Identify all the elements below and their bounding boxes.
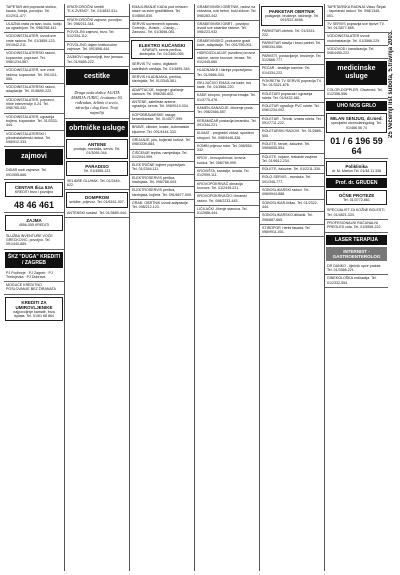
classified-ad: GINEKOLOŠKA ordinacija. Tel. 01/2332-554. <box>325 275 388 288</box>
ad-banner: LASER TERAPIJA <box>326 235 387 245</box>
classified-ad: DIDAR nudi zajmove. Tel. 091/555-666. <box>4 167 64 180</box>
classified-ad: GRAĐ. OBRTNIK izvodi adaptacije. Tel. 098/212-123. <box>130 200 194 213</box>
classified-ad: ROLETE, žaluzine. Tel. 01/2211-330. <box>260 166 324 174</box>
classified-ad: STIROPOR i tenis fasada. Tel. 098/9911-001. <box>260 225 324 238</box>
classified-ad: COLOR-DOPPLER, Glavimed. Tel. 01/2356-556. <box>325 87 388 100</box>
classified-ad: POVOLJNI zajmovi, brzo. Tel. 01/2334-112. <box>65 29 129 42</box>
classified-ad: SERVIS HLADNJAKA, perilica, štednjaka. Tel. 01/3345-561. <box>130 74 194 87</box>
boxed-ad <box>326 113 387 133</box>
classified-ad: ANTENE, satelitske antene, ugradnja, servis. Tel. 098/9119-334. <box>130 99 194 112</box>
classified-ad: GRAĐEVINSKI OBRT - povoljno izvodi sve zidarske radove. Tel. 098/223-932. <box>195 21 259 38</box>
boxed-ad <box>261 6 323 26</box>
boxed-ad-title: ANTENE <box>87 141 107 147</box>
classified-ad: SOBOSLIKARSKO-ličilački. Tel. 098/887-665. <box>260 212 324 225</box>
column-6 <box>325 4 388 571</box>
classified-ad: ELEKTROSERVIS perilica, štednjaka, bojlera. Tel. 091/6677-009. <box>130 187 194 200</box>
classified-ad: PARKETAR stavlja i brusi parket. Tel. 098/334-556. <box>260 40 324 53</box>
boxed-ad-title: DOMPROM <box>85 195 109 201</box>
ad-banner: INTERNIST - GASTROENTEROLOG <box>326 247 387 261</box>
classified-ad: PARKETAR-obrtnik. Tel. 01/3331-222. <box>260 28 324 41</box>
classified-ad: PEĆAR - izrađuje kamine. Tel. 01/4334-222. <box>260 65 324 78</box>
classified-ad: DR DANKO - liječnik opće prakse. Tel. 01/3366-221. <box>325 263 388 276</box>
classified-ad: KROVIŠTA, sanacije, izrada. Tel. 01/2999-111. <box>195 168 259 181</box>
classified-ad: VODOINSTALATER, izvodi sve vrste radova. Tel. 01/3859-123, 091/542-211. <box>4 33 64 50</box>
boxed-ad-title: Poliklinika <box>345 163 368 169</box>
column-3 <box>130 4 195 571</box>
boxed-ad-body: APARATI, servis perilica, štednjaka. Tel. 01/2460-055. <box>139 47 185 57</box>
boxed-ad-body: dr. M. Marion Tel. 01/48 11 336 <box>331 168 382 173</box>
boxed-ad <box>5 297 63 322</box>
classified-ad: VODOVOD i kanalizacija. Tel. 098/4455-222. <box>325 46 388 59</box>
classified-ad: ZAJMOVI najpovoljniji, bez jamaca. Tel. 01/4655-222. <box>65 54 129 67</box>
boxed-ad-title: PARADISO <box>85 163 109 169</box>
boxed-ad-body: specijalist otorinolaringolog. Tel. 01/466 56 74 <box>331 121 382 130</box>
boxed-ad-body: polaganje, brušenje, lakiranje. Tel. 091/522-8458. <box>264 14 320 23</box>
ad-phone-number: 01 / 6 196 59 64 <box>325 135 388 159</box>
classified-ad: LIČILAČKI -ličenje stanova. Tel. 01/2988-444. <box>195 206 259 219</box>
classified-ad: ROLETARSKI RADOVI. Tel. 01/2889-555. <box>260 128 324 141</box>
boxed-ad-title: ELEKTRO KUĆANSKI <box>138 42 186 48</box>
classified-ad: SERVIS TV, video, digitalnih satelitskih uređaja. Tel. 01/4895-345. <box>130 61 194 74</box>
classified-ad: TAPETARSKA RADNJA Vlaso Šinjak - tapetarski radovi. Tel. 098/1345-001. <box>325 4 388 21</box>
classified-ad: ELEKTRIČNE bojlere popravljam. Tel. 01/2344-111. <box>130 162 194 175</box>
classified-ad: POVOLJNO dajem kratkoročne zajmove. Tel. 091/898-444. <box>65 42 129 55</box>
classified-ad: KOPOBRAVARSKE usluge, keramičarske. Tel. 01/4577-999. <box>130 112 194 125</box>
boxed-ad <box>5 182 63 197</box>
boxed-ad-title: PARKETAR OBRTNIK <box>268 9 316 14</box>
page-number: 25 <box>388 131 394 138</box>
classified-ad: SELIDBE GLUHAK. Tel. 01/2449-622. <box>65 178 129 191</box>
classified-ad: HIDROIZOLACIJE (svodimo) krovne radove, ravne krovove, terase. Tel. 01/2445-660. <box>195 50 259 67</box>
classified-ad: SPECIJALIST ZA KOŽNE BOLESTI. Tel. 01/4821-334. <box>325 207 388 220</box>
section-logo: cestitke <box>66 69 128 85</box>
classified-ad: KAMEN-SANACIJE, čišćenje poda. Tel. 098/2466-557. <box>195 105 259 118</box>
classified-ad: VODOINSTALATERSKI i plinoinstalaterski radovi. Tel. 098/912-333. <box>4 131 64 148</box>
classified-ad: ROLETE, tende, žaluzine. Tel. 098/6655-554. <box>260 141 324 154</box>
boxed-ad-title: MILAN SENJUG, dr.med. <box>330 116 383 122</box>
classified-ad: VODOINSTALATER, popravci, hitne intervencije 0-24. Tel. 098/765-432. <box>4 97 64 114</box>
classified-ad: ULAZNA vrata za stan, kuću, kutiju sa ugradnjom. Tel. 098/258-441. <box>4 21 64 34</box>
boxed-ad <box>5 215 63 230</box>
classified-ad: SOBOSLIKARSKI radovi. Tel. 098/9944-888. <box>260 187 324 200</box>
classified-ad: KROVOPOKRIVAČ obnavlja krovove. Tel. 01/2445-221. <box>195 181 259 194</box>
classified-ad: POKRETNI TV SERVIS popravlja TV. Tel. 01/3321-876. <box>260 78 324 91</box>
boxed-ad-body: KREDITI brzo i povoljno <box>14 190 54 195</box>
classified-ad: KLIMAT - pregradni zidovi, spušteni stropovi. Tel. 098/9446-336. <box>195 130 259 143</box>
section-logo: zajmovi <box>5 149 63 165</box>
classified-ad: VODOINSTALATER, sve vrste radova, kupaonice. Tel. 091/411-555. <box>4 67 64 84</box>
ad-banner: Prof. dr. GRUDEN <box>326 178 387 188</box>
boxed-ad-title: OČNE PROTEZE <box>338 193 375 199</box>
boxed-ad-title: CENTAR Ilica 53A <box>15 185 53 191</box>
classified-ad: ROLO-SERVIS - montaža. Tel. 091/345-777. <box>260 174 324 187</box>
classified-ad: ADAPTACIJE, bojanje i glačanje stanova. Tel. 098/280-602. <box>130 87 194 100</box>
boxed-ad <box>66 139 128 159</box>
classified-ad: ČIŠĆENJE tepiha, namještaja. Tel. 01/2944-999. <box>130 150 194 163</box>
classified-ad: ELEKTROSERVIS perilica, hladnjaka. Tel. 098/788-004. <box>130 175 194 188</box>
ad-banner: ŠKZ "DUGA" KREDITI / ZAGREB <box>5 252 63 268</box>
section-logo: obrtničke usluge <box>66 121 128 137</box>
boxed-ad-title: KREDITI ZA UMIROVLJENIKE <box>15 299 53 310</box>
classified-ad: BRAVE, cilindre, kvake, automatske ključeve. Tel. 091/4444-333. <box>130 124 194 137</box>
classified-ad: VODOINSTALATERSKI radovi, kupaonice, popravci. Tel. 098/1234-567. <box>4 50 64 67</box>
classified-ad: GRAĐEVINSKI OBRTNIK, radovi na zidovima, ruši beton, buši zidove. Tel. 098/283-442. <box>195 4 259 21</box>
column-4 <box>195 4 260 571</box>
section-logo: medicinske usluge <box>326 61 387 85</box>
column-2 <box>65 4 130 571</box>
classified-ad: KRATKOROČNI zajmovi, povoljno. Tel. 098/211-344. <box>65 17 129 30</box>
classified-ad: TAPETAR deli popravak stolica, kauča, fotelja, povoljno. Tel. 01/2911-477. <box>4 4 64 21</box>
classified-ad: ROLETAR ugrađuje PVC rolete. Tel. 098/1234-002. <box>260 103 324 116</box>
column-5 <box>260 4 325 571</box>
boxed-ad-body: 4556-055 KREDITI <box>18 223 50 228</box>
boxed-ad-title: ZAJMA <box>26 218 42 224</box>
classified-ad: VODOINSTALATERSKI radovi, adaptacije. Tel. 01/6690-222. <box>4 84 64 97</box>
classified-ad: PARKETI, postavljanje, brušenje. Tel. 01/2666-777. <box>260 53 324 66</box>
classified-ad: KROVOPOKRIVAČKI i limarski radovi. Tel. 098/2233-445. <box>195 193 259 206</box>
classified-ad: ROLETAR - Tehnik, izrada roleta. Tel. 091/7711-222. <box>260 116 324 129</box>
classified-ad: ROLETE, bojane, trakaste zavjese. Tel. 01/6612-234. <box>260 154 324 167</box>
classified-ad: ROLETARI popravak i ugradnja roleta. Tel. 01/4432-661. <box>260 91 324 104</box>
classified-ad: SOBOSLIKAR-ličilac. Tel. 01/2322-444. <box>260 200 324 213</box>
classified-ad: PROFESIONALNI RAČUNALNI PREGLED vida. Tel. 01/5558-222. <box>325 220 388 233</box>
boxed-ad-body: selidbe, prijevoz. Tel. 01/6161-007. <box>69 200 125 205</box>
classified-ad: GRIJANJE, plin, bojlerski kotlovi. Tel. 098/3339-884. <box>130 137 194 150</box>
classified-ad: KOMBI prijevoz robe. Tel. 098/554-332. <box>195 143 259 156</box>
classified-ad: KADE stropno, promjena emajla. Tel. 01/3779-476. <box>195 92 259 105</box>
boxed-ad-body: Tel. 01/3772-661 <box>343 198 370 203</box>
classified-ad: VODOINSTALATER, ugradnja bojlera, kupaonice. Tel. 01/3333-444. <box>4 114 64 131</box>
boxed-ad-body: najpovoljnije kamate, brza isplata. Tel. 01/61 68 864 <box>13 309 55 318</box>
boxed-ad <box>131 40 193 60</box>
side-header <box>388 8 396 138</box>
classified-ad: EMAJLIRANJE KADA pod mirisom staze na svim gradilištima. Tel. 01/5660-830. <box>130 4 194 21</box>
classified-ad: GRAĐEVINSKO -poduzeće gradi kuće, adaptacije. Tel. 091/789-001. <box>195 38 259 51</box>
classified-ad: VODOINSTALATER izvodi vodoinstalacije. Tel. 01/3566-229. <box>325 33 388 46</box>
ad-phone-number: 48 46 461 <box>4 199 64 213</box>
classified-ad: HLADNJAKE i škrinje popravljamo. Tel. 01/4666-344. <box>195 67 259 80</box>
ad-banner: UHO NOS GRLO <box>326 101 387 111</box>
classified-ad: MOGUĆE KREDITNO POSLOVANJE BEZ ŽIRANATA <box>4 282 64 295</box>
classified-ad: SERVIS suvremenih aparata -Gorenje-, -Bosch-, -Candy-, -Zanussi-. Tel. 01/3698-081. <box>130 21 194 38</box>
boxed-ad <box>66 161 128 176</box>
boxed-ad-body: Tel. 01/4555-123 <box>83 168 111 173</box>
classified-ad: ANTENSKI sustavi. Tel. 01/3689-444. <box>65 210 129 218</box>
classified-ad: KRATKOROČNI krediti "E.K.ZVENO". Tel. 01/4832-511. <box>65 4 129 17</box>
boxed-ad <box>326 161 387 176</box>
boxed-ad <box>66 192 128 207</box>
column-1 <box>4 4 65 571</box>
greeting-ad: Draga naša dušice AGATA MARIJA JURIĆ, čestitamo 50. rođendan, želimo ti sreću, zdravlja i dug život. Tvoji najmiliji <box>65 87 129 119</box>
classified-ad: PJ Podhorje · PJ Zagreb · PJ Trešnjevka · PJ Dubrava <box>4 270 64 283</box>
classified-ad: KERAMIČAR postavlja keramiku. Tel. 091/344-221. <box>195 118 259 131</box>
classified-ad: ISKLJUČIVO EMAJL na kade, tuš kade. Tel. 01/3566-220. <box>195 80 259 93</box>
boxed-ad-body: prodaja, montaža, servis. Tel. 01/3095-044. <box>73 146 121 156</box>
classified-ad: SLUŽBA INVENTURE VOĆE GRECKOVIC, povoljno. Tel. 091/440-889. <box>4 233 64 250</box>
header-text: Večernji list subota, 5.travnja 2003. <box>388 30 394 130</box>
classified-ad: KROV - krovopokrivač, krovna kućica. Tel. 098/789-999. <box>195 155 259 168</box>
classified-page <box>4 4 396 571</box>
classified-ad: TV SERVIS popravlja sve tipove TV. Tel. 01/3877-665. <box>325 21 388 34</box>
boxed-ad <box>326 190 387 205</box>
